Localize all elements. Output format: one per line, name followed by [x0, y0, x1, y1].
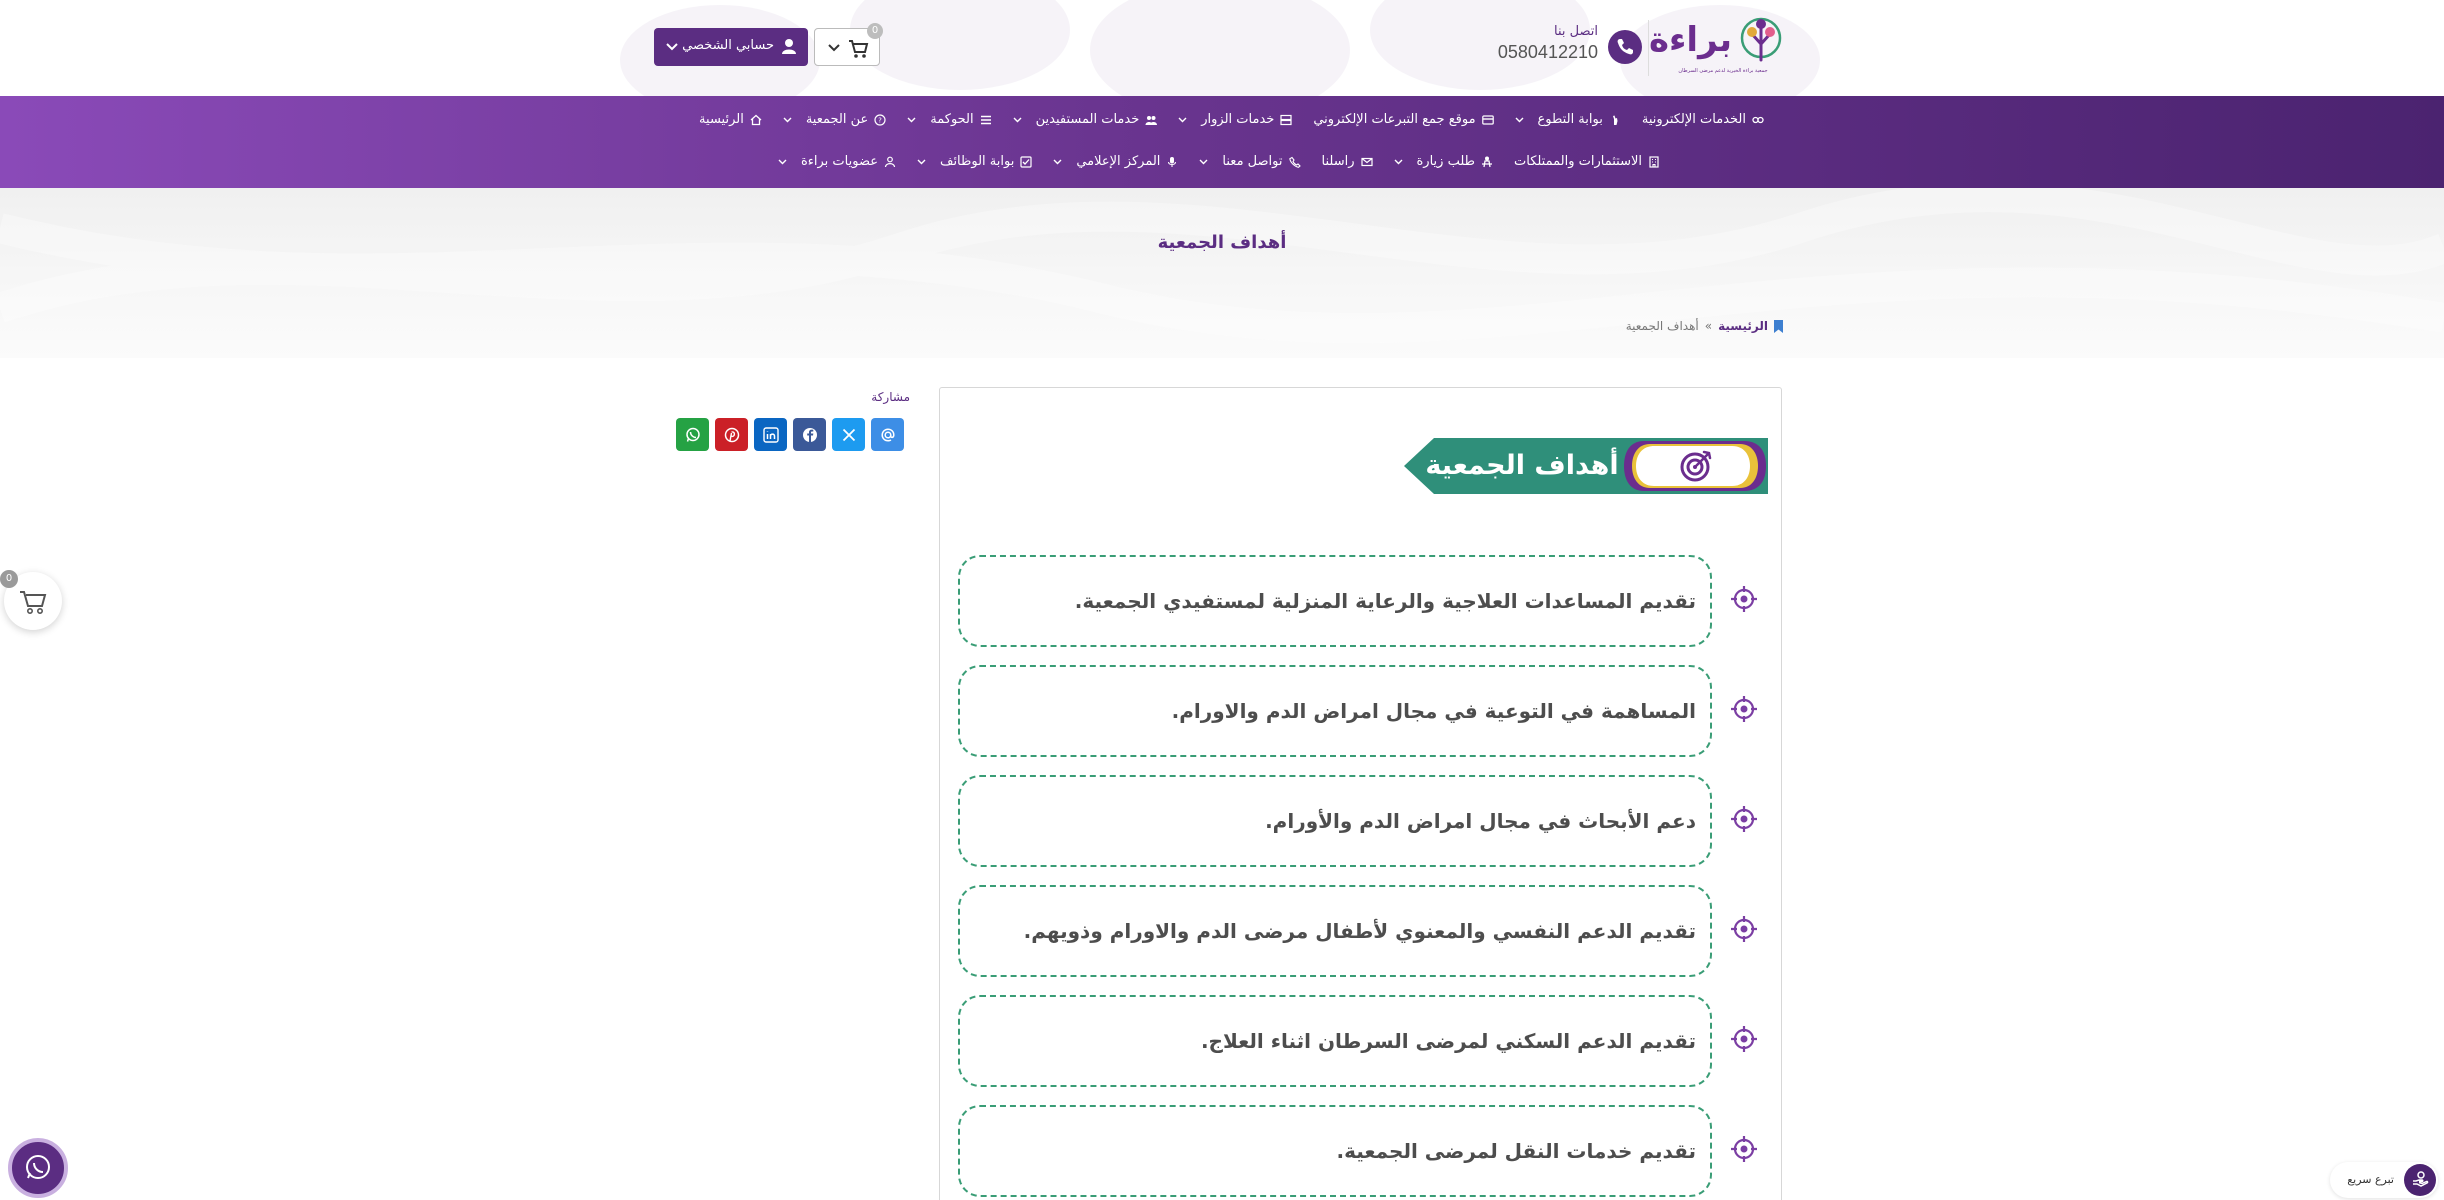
- user-icon: [884, 156, 896, 168]
- banner-title: أهداف الجمعية: [1425, 450, 1619, 481]
- hand-icon: [1609, 114, 1621, 126]
- logo-name: براءة: [1648, 20, 1732, 60]
- nav-item-volunteer-portal[interactable]: [1515, 112, 1621, 127]
- link-icon: [1752, 114, 1764, 126]
- nav-item-visit-request[interactable]: [1394, 154, 1494, 169]
- account-label: حسابي الشخصي: [682, 38, 774, 53]
- goals-banner: [1404, 438, 1768, 494]
- share-pinterest-button[interactable]: [715, 418, 748, 451]
- share-facebook-button[interactable]: [793, 418, 826, 451]
- chevron-down-icon: [783, 115, 792, 124]
- breadcrumb-separator: »: [1704, 319, 1713, 333]
- chevron-down-icon: [1013, 115, 1022, 124]
- whatsapp-icon: [685, 427, 701, 443]
- nav-item-donations-site[interactable]: [1313, 112, 1493, 127]
- goal-text: المساهمة في التوعية في مجال امراض الدم والاورام.: [1171, 699, 1696, 723]
- nav-item-beneficiary-services[interactable]: [1013, 112, 1158, 127]
- goal-item: [958, 775, 1712, 867]
- nav-item-memberships[interactable]: [778, 154, 896, 169]
- header-divider: [1648, 20, 1649, 76]
- nav-item-label: موقع جمع التبرعات الإلكتروني: [1313, 112, 1476, 127]
- contact-label: اتصل بنا: [1554, 24, 1598, 39]
- site-logo[interactable]: [1648, 14, 1786, 82]
- share-label: مشاركة: [871, 390, 910, 404]
- chevron-down-icon: [1178, 115, 1187, 124]
- nav-item-e-services[interactable]: [1642, 112, 1764, 127]
- card-icon: [1482, 114, 1494, 126]
- pinterest-icon: [724, 427, 740, 443]
- crosshair-icon: [1730, 915, 1758, 943]
- crosshair-icon: [1730, 1135, 1758, 1163]
- chevron-down-icon: [907, 115, 916, 124]
- cart-count-badge: 0: [867, 23, 883, 39]
- svg-text:?: ?: [878, 116, 883, 125]
- goal-text: تقديم المساعدات العلاجية والرعاية المنزلية لمستفيدي الجمعية.: [1074, 589, 1696, 613]
- crosshair-icon: [1730, 805, 1758, 833]
- nav-item-label: عن الجمعية: [805, 112, 869, 127]
- bookmark-icon: [1774, 320, 1783, 333]
- chevron-down-icon: [1053, 157, 1062, 166]
- linkedin-icon: [763, 427, 779, 443]
- main-navigation: [0, 96, 2444, 188]
- building-icon: [1648, 156, 1660, 168]
- goal-text: تقديم الدعم السكني لمرضى السرطان اثناء العلاج.: [1200, 1029, 1696, 1053]
- whatsapp-icon: [12, 1142, 64, 1194]
- phone-number[interactable]: 0580412210: [1497, 42, 1598, 62]
- at-sign-icon: [880, 427, 896, 443]
- nav-item-label: بوابة التطوع: [1537, 112, 1603, 127]
- share-buttons: [676, 418, 904, 451]
- donate-hand-icon: [2404, 1164, 2436, 1196]
- breadcrumb-current: أهداف الجمعية: [1625, 319, 1699, 333]
- crosshair-icon: [1730, 695, 1758, 723]
- nav-row-secondary: [778, 154, 1660, 169]
- list-icon: [980, 114, 992, 126]
- breadcrumb-home-link[interactable]: الرئيسية: [1718, 319, 1768, 333]
- home-icon: [750, 114, 762, 126]
- nav-item-message-us[interactable]: [1322, 154, 1373, 169]
- phone-icon: [1608, 30, 1642, 64]
- top-header: [0, 0, 2444, 96]
- goal-item: [958, 995, 1712, 1087]
- goal-item: [958, 555, 1712, 647]
- chevron-down-icon: [1515, 115, 1524, 124]
- nav-item-about[interactable]: [783, 112, 886, 127]
- facebook-icon: [802, 427, 818, 443]
- quick-donate-button[interactable]: [2330, 1162, 2438, 1198]
- mic-icon: [1166, 156, 1178, 168]
- nav-item-label: خدمات الزوار: [1201, 112, 1275, 127]
- page-hero: [0, 188, 2444, 358]
- users-icon: [1145, 114, 1157, 126]
- nav-item-visitor-services[interactable]: [1178, 112, 1292, 127]
- question-circle-icon: [874, 114, 886, 126]
- account-button[interactable]: [654, 28, 808, 66]
- nav-item-media-center[interactable]: [1053, 154, 1178, 169]
- chevron-down-icon: [917, 157, 926, 166]
- goal-item: [958, 885, 1712, 977]
- nav-item-label: الحوكمة: [930, 112, 974, 127]
- share-whatsapp-button[interactable]: [676, 418, 709, 451]
- nav-item-label: الاستثمارات والممتلكات: [1514, 154, 1642, 169]
- nav-item-label: المركز الإعلامي: [1076, 154, 1161, 169]
- breadcrumb: [1626, 319, 1783, 333]
- goal-item: [958, 1105, 1712, 1197]
- nav-item-contact-us[interactable]: [1199, 154, 1300, 169]
- share-linkedin-button[interactable]: [754, 418, 787, 451]
- nav-item-governance[interactable]: [907, 112, 991, 127]
- chevron-down-icon: [1199, 157, 1208, 166]
- chevron-down-icon: [1394, 157, 1403, 166]
- phone-icon: [1289, 156, 1301, 168]
- logo-tagline: جمعية براءة الخيرية لدعم مرضى السرطان: [1678, 68, 1768, 74]
- header-cart-button[interactable]: [814, 25, 880, 66]
- crosshair-icon: [1730, 585, 1758, 613]
- envelope-icon: [1361, 156, 1373, 168]
- check-square-icon: [1020, 156, 1032, 168]
- person-icon: [1481, 156, 1493, 168]
- goal-text: تقديم خدمات النقل لمرضى الجمعية.: [1336, 1139, 1696, 1163]
- nav-item-label: راسلنا: [1321, 154, 1355, 169]
- floating-cart-count: 0: [0, 570, 18, 588]
- chevron-down-icon: [778, 157, 787, 166]
- nav-item-label: تواصل معنا: [1222, 154, 1283, 169]
- nav-item-label: الخدمات الإلكترونية: [1641, 112, 1746, 127]
- nav-item-label: خدمات المستفيدين: [1035, 112, 1140, 127]
- goal-text: تقديم الدعم النفسي والمعنوي لأطفال مرضى الدم والاورام وذويهم.: [1023, 919, 1696, 943]
- floating-cart-button[interactable]: [4, 572, 62, 630]
- nav-item-jobs-portal[interactable]: [917, 154, 1032, 169]
- crosshair-icon: [1730, 1025, 1758, 1053]
- nav-item-label: عضويات براءة: [800, 154, 878, 169]
- server-icon: [1280, 114, 1292, 126]
- donate-label: تبرع سريع: [2347, 1173, 2394, 1186]
- x-icon: [841, 427, 857, 443]
- nav-item-label: طلب زيارة: [1416, 154, 1475, 169]
- goal-text: دعم الأبحاث في مجال امراض الدم والأورام.: [1265, 809, 1696, 833]
- share-email-button[interactable]: [871, 418, 904, 451]
- logo-tree-icon: [1736, 16, 1786, 66]
- hero-swirl-pattern: [0, 188, 2444, 358]
- nav-item-label: بوابة الوظائف: [939, 154, 1015, 169]
- page-title: أهداف الجمعية: [1157, 232, 1287, 253]
- contact-block[interactable]: [1496, 24, 1642, 70]
- nav-row-primary: [699, 112, 1764, 127]
- share-x-button[interactable]: [832, 418, 865, 451]
- nav-item-home[interactable]: [699, 112, 762, 127]
- nav-item-investments[interactable]: [1514, 154, 1660, 169]
- whatsapp-float-button[interactable]: [8, 1138, 68, 1198]
- goal-item: [958, 665, 1712, 757]
- nav-item-label: الرئيسية: [699, 112, 744, 127]
